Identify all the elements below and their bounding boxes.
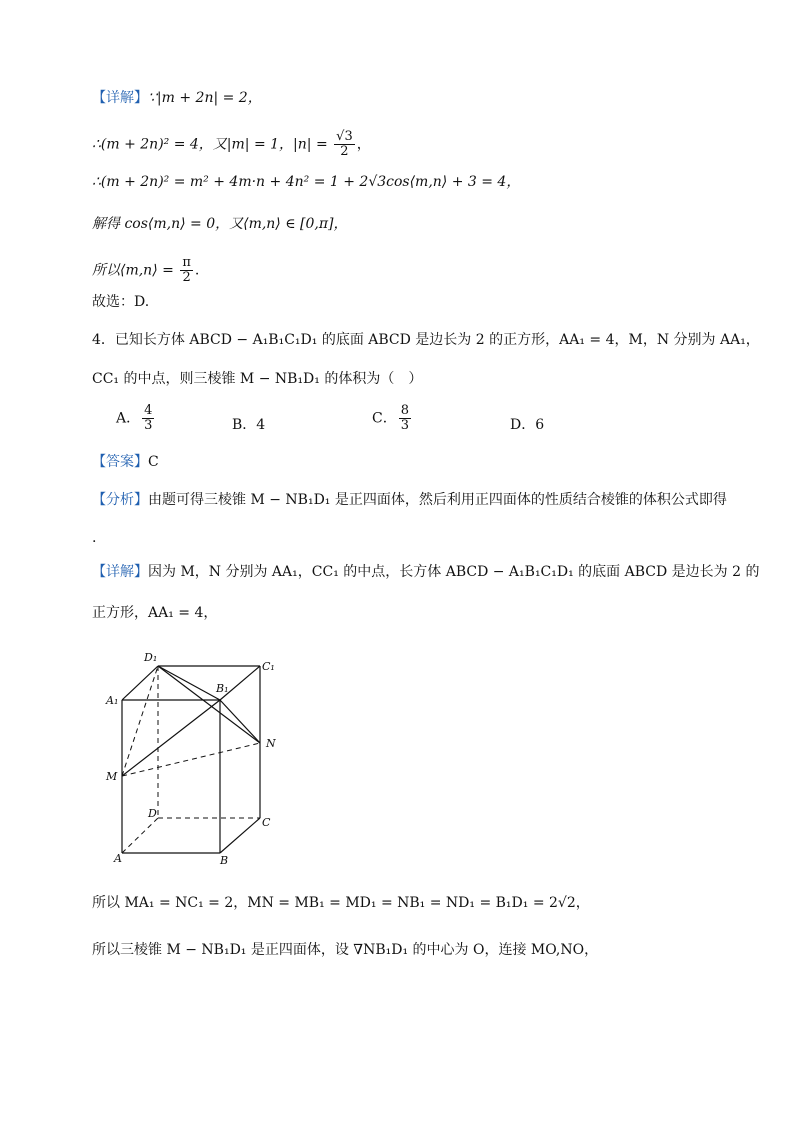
analysis-line xyxy=(92,490,727,510)
answer-line xyxy=(92,452,159,472)
conclusion-line-1: 所以 MA₁ = NC₁ = 2，MN = MB₁ = MD₁ = NB₁ = ND₁ = B₁D₁ = 2√2， xyxy=(92,895,590,911)
question-4-stem-1: 4．已知长方体 ABCD − A₁B₁C₁D₁ 的底面 ABCD 是边长为 2 的正方形，AA₁ = 4，M，N 分别为 AA₁， xyxy=(92,332,760,348)
detail-eq-3: ∴(m + 2n)² = m² + 4m·n + 4n² = 1 + 2√3cos⟨m,n⟩ + 3 = 4， xyxy=(92,174,521,190)
analysis-tag: 【分析】 xyxy=(92,492,148,508)
detail-eq-1: ∵|m + 2n| = 2， xyxy=(148,90,262,106)
label-M: M xyxy=(106,770,118,783)
label-A: A xyxy=(114,852,122,865)
detail-line-3 xyxy=(92,172,520,192)
detail-eq-2: ∴(m + 2n)² = 4，又|m| = 1，|n| = xyxy=(92,136,328,153)
label-D: D xyxy=(148,807,157,820)
q4-detail-tag: 【详解】 xyxy=(92,564,148,580)
previous-answer: 故选：D. xyxy=(92,294,150,310)
label-B1: B₁ xyxy=(216,682,229,695)
question-4-stem-2: CC₁ 的中点，则三棱锥 M − NB₁D₁ 的体积为（ ） xyxy=(92,371,423,387)
label-N: N xyxy=(266,737,276,750)
detail-line-4 xyxy=(92,214,348,234)
detail-line-2: ∴(m + 2n)² = 4，又|m| = 1，|n| = $\frac{√3}{2}$ ， xyxy=(92,129,371,159)
q4-detail-line-2: 正方形，AA₁ = 4， xyxy=(92,605,218,621)
q4-detail-text-1: 因为 M，N 分别为 AA₁，CC₁ 的中点，长方体 ABCD − A₁B₁C₁D₁ 的底面 ABCD 是边长为 2 的 xyxy=(148,564,760,580)
label-C1: C₁ xyxy=(262,660,275,673)
option-a[interactable]: A． $\frac{4}{3}$ xyxy=(116,403,153,433)
detail-eq-4: 解得 cos⟨m,n⟩ = 0，又⟨m,n⟩ ∈ [0,π]， xyxy=(92,216,348,232)
cuboid-figure xyxy=(100,648,300,868)
analysis-end: . xyxy=(92,530,97,546)
q4-detail-line-1 xyxy=(92,562,759,582)
detail-line-1 xyxy=(92,88,262,108)
answer-tag: 【答案】 xyxy=(92,454,148,470)
option-c[interactable]: C． $\frac{8}{3}$ xyxy=(372,403,409,433)
label-B: B xyxy=(220,854,229,867)
fraction-sqrt3-over-2: $\frac{√3}{2}$ xyxy=(336,129,353,159)
detail-eq-5: 所以⟨m,n⟩ = xyxy=(92,262,174,279)
label-C: C xyxy=(262,816,271,829)
conclusion-line-2: 所以三棱锥 M − NB₁D₁ 是正四面体，设 ∇NB₁D₁ 的中心为 O，连接 MO,NO， xyxy=(92,942,599,958)
analysis-text: 由题可得三棱锥 M − NB₁D₁ 是正四面体，然后利用正四面体的性质结合棱锥的体积公式即得 xyxy=(148,492,727,508)
detail-line-5: 所以⟨m,n⟩ = $\frac{\pi}{2}$ . xyxy=(92,255,200,285)
label-D1: D₁ xyxy=(144,651,158,664)
answer-value: C xyxy=(148,454,159,470)
fraction-pi-over-2: $\frac{\pi}{2}$ xyxy=(182,255,191,285)
label-A1: A₁ xyxy=(106,694,119,707)
detail-tag: 【详解】 xyxy=(92,90,148,106)
option-b[interactable]: B．4 xyxy=(232,417,266,433)
option-d[interactable]: D．6 xyxy=(510,417,545,433)
